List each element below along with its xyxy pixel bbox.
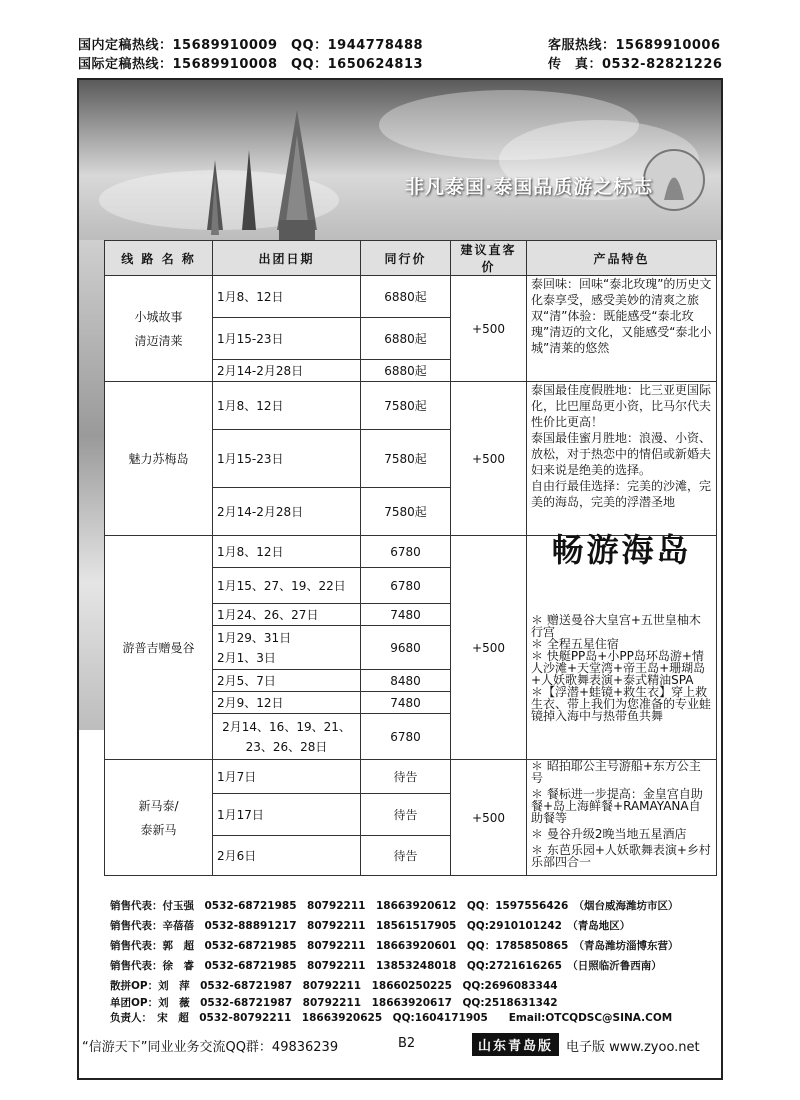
sales-rep-line: 销售代表：徐 睿 0532-68721985 80792211 13853248018 QQ:2721616265 （日照临沂鲁西南）: [110, 960, 662, 972]
departure-date: 1月8、12日: [213, 276, 361, 318]
departure-date: 1月24、26、27日: [213, 604, 361, 626]
banner-slogan: 非凡泰国·泰国品质游之标志: [405, 176, 654, 198]
side-photo-strip: [79, 240, 104, 730]
departure-date: 1月15-23日: [213, 430, 361, 488]
departure-date: 1月17日: [213, 794, 361, 836]
trade-price: 8480: [361, 670, 451, 692]
table-row: [105, 276, 717, 318]
trade-price: 7480: [361, 604, 451, 626]
page-number: B2: [398, 1036, 416, 1051]
product-features: ＊ 昭拍耶公主号游船+东方公主号 ＊ 餐标进一步提高：金皇宫自助餐+岛上海鲜餐+RAMAYANA自助餐等 ＊ 曼谷升级2晚当地五星酒店 ＊ 东芭乐园+人妖歌舞表演+乡村乐部四合一: [527, 760, 717, 876]
sales-rep-line: 负责人： 宋 超 0532-80792211 18663920625 QQ:1604171905 Email:OTCQDSC@SINA.COM: [110, 1012, 673, 1024]
trade-price: 9680: [361, 626, 451, 670]
suggested-price: +500: [451, 276, 527, 382]
departure-date: 2月5、7日: [213, 670, 361, 692]
trade-price: 6780: [361, 714, 451, 760]
sales-rep-line: 销售代表：郭 超 0532-68721985 80792211 18663920601 QQ：1785850865 （青岛潍坊淄博东营）: [110, 940, 679, 952]
service-hotline: 客服热线：15689910006: [548, 38, 721, 53]
departure-date: 2月14-2月28日: [213, 360, 361, 382]
trade-price: 待告: [361, 794, 451, 836]
suggested-price: +500: [451, 382, 527, 536]
route-name: 小城故事 清迈清莱: [105, 276, 213, 382]
header-features: 产品特色: [527, 241, 717, 276]
table-row: [105, 760, 717, 794]
edition-tag: 山东青岛版: [472, 1033, 559, 1056]
trade-price: 待告: [361, 836, 451, 876]
header-route: 线 路 名 称: [105, 241, 213, 276]
departure-date: 2月6日: [213, 836, 361, 876]
trade-price: 7580起: [361, 430, 451, 488]
departure-date: 2月14-2月28日: [213, 488, 361, 536]
feature-slogan: 畅游海岛: [551, 531, 692, 569]
departure-date: 2月9、12日: [213, 692, 361, 714]
route-table: [104, 240, 717, 876]
product-features: 泰回味：回味“泰北玫瑰”的历史文化泰享受，感受美妙的清爽之旅双“清”体验：既能感受“泰北玫瑰”清迈的文化，又能感受“泰北小城”清莱的悠然: [527, 276, 717, 382]
departure-date: 1月8、12日: [213, 382, 361, 430]
product-features: 泰国最佳度假胜地：比三亚更国际化，比巴厘岛更小资，比马尔代夫性价比更高！ 泰国最佳蜜月胜地：浪漫、小资、放松，对于热恋中的情侣或新婚夫妇来说是绝美的选择。 自由行最佳选择：完美的沙滩，完美的海岛，完美的浮潜圣地: [527, 382, 717, 536]
trade-price: 6880起: [361, 276, 451, 318]
sales-rep-line: 销售代表：付玉强 0532-68721985 80792211 18663920612 QQ：1597556426 （烟台威海潍坊市区）: [110, 900, 679, 912]
product-features: 畅游海岛 ＊ 赠送曼谷大皇宫+五世皇柚木行宫 ＊ 全程五星住宿 ＊ 快艇PP岛+小PP岛环岛游+情人沙滩+天堂湾+帝王岛+珊瑚岛+人妖歌舞表演+泰式精油SPA ＊【浮潜+蛙镜+救生衣】穿上救生衣、带上我们为您准备的专业蛙镜掉入海中与热带鱼共舞: [527, 536, 717, 760]
table-header: [105, 241, 717, 276]
departure-date: 1月15-23日: [213, 318, 361, 360]
temple-spires-illustration: [79, 80, 721, 240]
departure-date: 1月29、31日 2月1、3日: [213, 626, 361, 670]
header-trade-price: 同行价: [361, 241, 451, 276]
departure-date: 1月8、12日: [213, 536, 361, 568]
route-name: 魅力苏梅岛: [105, 382, 213, 536]
table-row: [105, 536, 717, 568]
departure-date: 1月15、27、19、22日: [213, 568, 361, 604]
banner: [79, 80, 721, 240]
qq-group: “信游天下”同业业务交流QQ群：49836239: [82, 1040, 339, 1055]
sales-rep-line: 单团OP：刘 薇 0532-68721987 80792211 18663920617 QQ:2518631342: [110, 997, 558, 1009]
departure-date: 2月14、16、19、21、 23、26、28日: [213, 714, 361, 760]
trade-price: 待告: [361, 760, 451, 794]
trade-price: 7580起: [361, 488, 451, 536]
trade-price: 6780: [361, 536, 451, 568]
edition-website: 电子版 www.zyoo.net: [566, 1040, 700, 1055]
domestic-hotline: 国内定稿热线：15689910009 QQ：1944778488: [78, 38, 424, 53]
sales-rep-line: 销售代表：辛蓓蓓 0532-88891217 80792211 18561517905 QQ:2910101242 （青岛地区）: [110, 920, 631, 932]
fax-number: 传 真：0532-82821226: [548, 57, 723, 72]
header-date: 出团日期: [213, 241, 361, 276]
header-suggested-price: 建议直客价: [451, 241, 527, 276]
trade-price: 7480: [361, 692, 451, 714]
international-hotline: 国际定稿热线：15689910008 QQ：1650624813: [78, 57, 424, 72]
trade-price: 7580起: [361, 382, 451, 430]
route-name: 新马泰/ 泰新马: [105, 760, 213, 876]
departure-date: 1月7日: [213, 760, 361, 794]
trade-price: 6880起: [361, 318, 451, 360]
sales-rep-line: 散拼OP：刘 萍 0532-68721987 80792211 18660250225 QQ:2696083344: [110, 980, 558, 992]
suggested-price: +500: [451, 536, 527, 760]
trade-price: 6880起: [361, 360, 451, 382]
trade-price: 6780: [361, 568, 451, 604]
suggested-price: +500: [451, 760, 527, 876]
table-row: [105, 382, 717, 430]
route-name: 游普吉赠曼谷: [105, 536, 213, 760]
